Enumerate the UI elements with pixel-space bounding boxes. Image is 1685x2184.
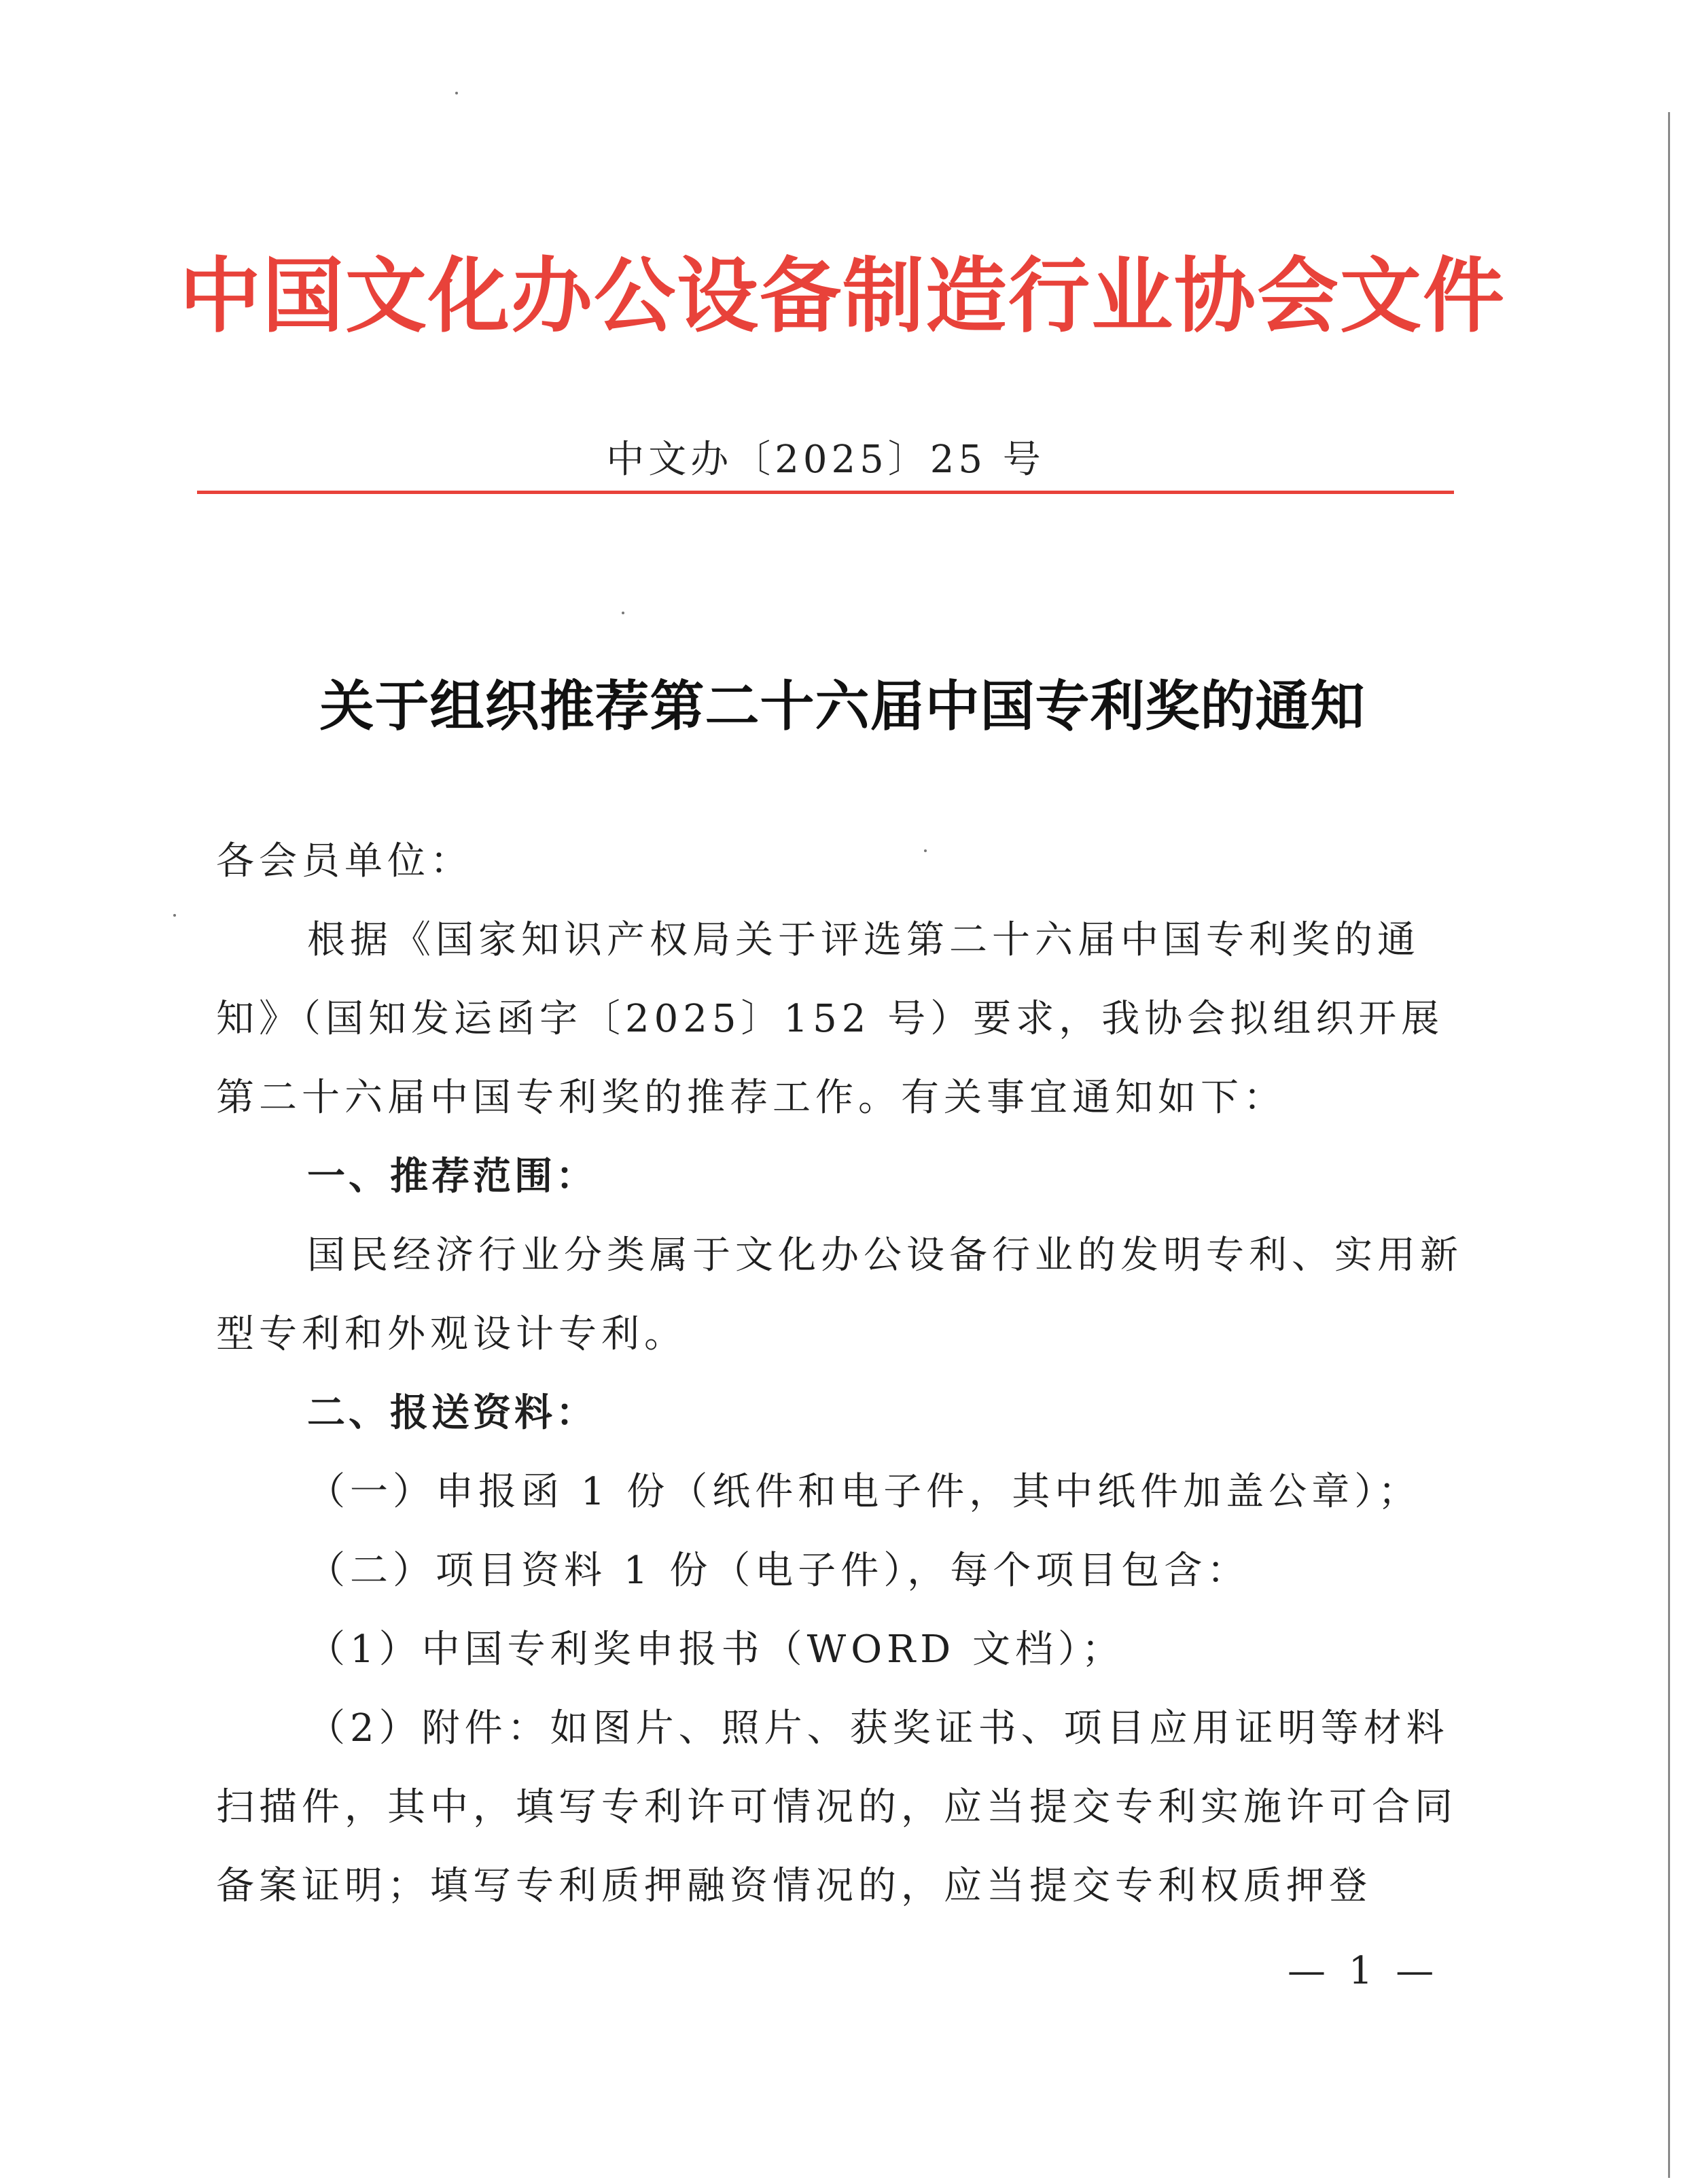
scan-speck: [455, 92, 458, 94]
document-body: [216, 822, 1466, 1926]
salutation: 各会员单位：: [216, 839, 473, 883]
section-heading-scope: 一、推荐范围：: [307, 1155, 597, 1199]
page-number: — 1 —: [1288, 1949, 1440, 1993]
materials-item-1: （一）申报函 1 份（纸件和电子件，其中纸件加盖公章）；: [307, 1470, 1421, 1514]
document-number: 中文办〔2025〕25 号: [606, 438, 1045, 482]
scan-edge-line: [1668, 112, 1670, 2178]
materials-subitem-2: （2）附件：如图片、照片、获奖证书、项目应用证明等材料扫描件，其中，填写专利许可情况的，应当提交专利实施许可合同备案证明；填写专利质押融资情况的，应当提交专利权质押登: [216, 1706, 1457, 1908]
materials-item-2: （二）项目资料 1 份（电子件），每个项目包含：: [307, 1549, 1250, 1593]
scan-speck: [173, 914, 176, 917]
materials-subitem-1: （1）中国专利奖申报书（WORD 文档）；: [307, 1627, 1124, 1672]
issuing-organization-title: 中国文化办公设备制造行业协会文件: [179, 249, 1506, 344]
intro-paragraph: 根据《国家知识产权局关于评选第二十六届中国专利奖的通知》（国知发运函字〔2025〕152 号）要求，我协会拟组织开展第二十六届中国专利奖的推荐工作。有关事宜通知如下：: [216, 918, 1444, 1120]
red-separator-line: [197, 491, 1454, 494]
section-heading-materials: 二、报送资料：: [307, 1391, 597, 1435]
scope-paragraph: 国民经济行业分类属于文化办公设备行业的发明专利、实用新型专利和外观设计专利。: [216, 1233, 1463, 1356]
notice-title: 关于组织推荐第二十六届中国专利奖的通知: [319, 675, 1366, 738]
scan-speck: [622, 612, 624, 614]
